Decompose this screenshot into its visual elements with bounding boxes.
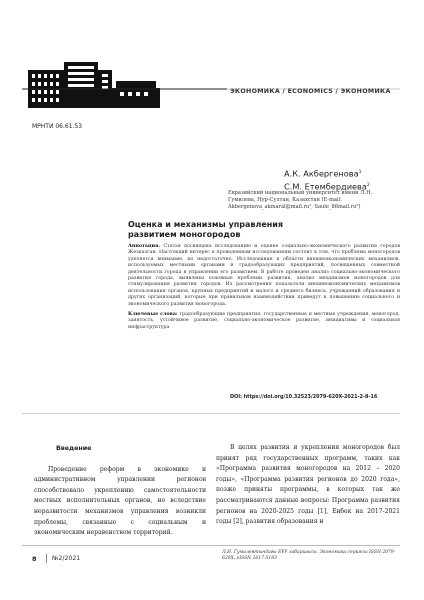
body-column-left [34, 444, 206, 539]
author-list [284, 167, 400, 192]
footer-rule [22, 545, 400, 546]
abstract-block [128, 244, 400, 331]
keywords-label: Ключевые слова: [128, 312, 178, 318]
doi-link[interactable]: DOI: https://doi.org/10.32523/2079-620X-2021-2-8-16 [230, 394, 378, 400]
intro-heading: Введение [56, 445, 92, 452]
affiliation: Евразийский национальный университет имени Л.Н. Гумилева, Нур-Султан, Казахстан (E-mail: Akbergenova_akmaral@mail.ru¹, Saule_86mail.ru²) [228, 190, 373, 211]
author-1-mark: 1 [358, 170, 362, 175]
author-1 [284, 167, 400, 180]
issue-number: №2/2021 [52, 555, 81, 562]
author-2-mark: 2 [366, 182, 370, 188]
keywords-text: градообразующие предприятия, государственные и местные учреждения, моногород, занятость, устойчивое развитие, социально-экономическое развитие, инициативы и социальная инфраструктура [128, 312, 400, 330]
footer-divider [46, 554, 47, 563]
author-1-name: А.К. Акбергенова [284, 168, 359, 179]
abstract-label: Аннотация. [128, 244, 161, 249]
author-2-name: С.М. Етембердиева [284, 181, 367, 192]
abstract-text: Статья посвящена исследованию и оценке социально-экономического развития городов Жезказган. Настоящий интерес к проведенным исследованиям состоит в том, что проблема моногородов уделяется внимание, но недостаточно. Исследования в области внешнеэкономических механизмов, используемых местными органами и градообразующих предприятий, посвященных совместной деятельности города в управлении его развитием. В работе проведен анализ социально-экономического развития города, выявлены основные проблемы развития, анализ механизмов моногородов для стимулирования развития городов. Из рассмотрения показатели внешнеэкономических механизмов использования органов, крупных предприятий и малого и среднего бизнеса, учреждений образования и других организаций, которые при правильном взаимодействии приведут к повышению социального и экономического развития моногорода. [128, 244, 400, 307]
section-label: ЭКОНОМИКА / ECONOMICS / ЭКОНОМИКА [230, 88, 391, 95]
body-text-left: Проведение реформ в экономике и административном управлении регионов способствовало укреплению самостоятельности местных исполнительных органов, но вследствие неразвитости механизмов управления возникли проблемы, связанные с социальным и экономическим неравенством территорий. [34, 465, 206, 537]
udc-code: МРНТИ 06.61.53 [32, 123, 83, 130]
page-number: 8 [32, 555, 37, 563]
body-column-right [216, 443, 400, 528]
abstract-separator [22, 413, 400, 414]
article-title: Оценка и механизмы управления развитием моногородов [128, 220, 284, 239]
university-building-logo [24, 44, 164, 116]
body-text-right: В целях развития и укрепления моногородов был принят ряд государственных программ, таких как «Программа развития моногородов на 2012 – 2020 годы», «Программа развития регионов до 2020 года», позже приняты программы, в которых так же рассматриваются данные вопросы: Программа развития регионов на 2020-2025 годы [1], Еңбек на 2017-2021 годы [2], развития образования и [216, 444, 400, 526]
journal-name: Л.Н. Гумилевтындағы ЕҰУ хабаршысы. Экономика сериясы ISSN 2079-620X, eISSN 2617-5193 [222, 550, 396, 562]
